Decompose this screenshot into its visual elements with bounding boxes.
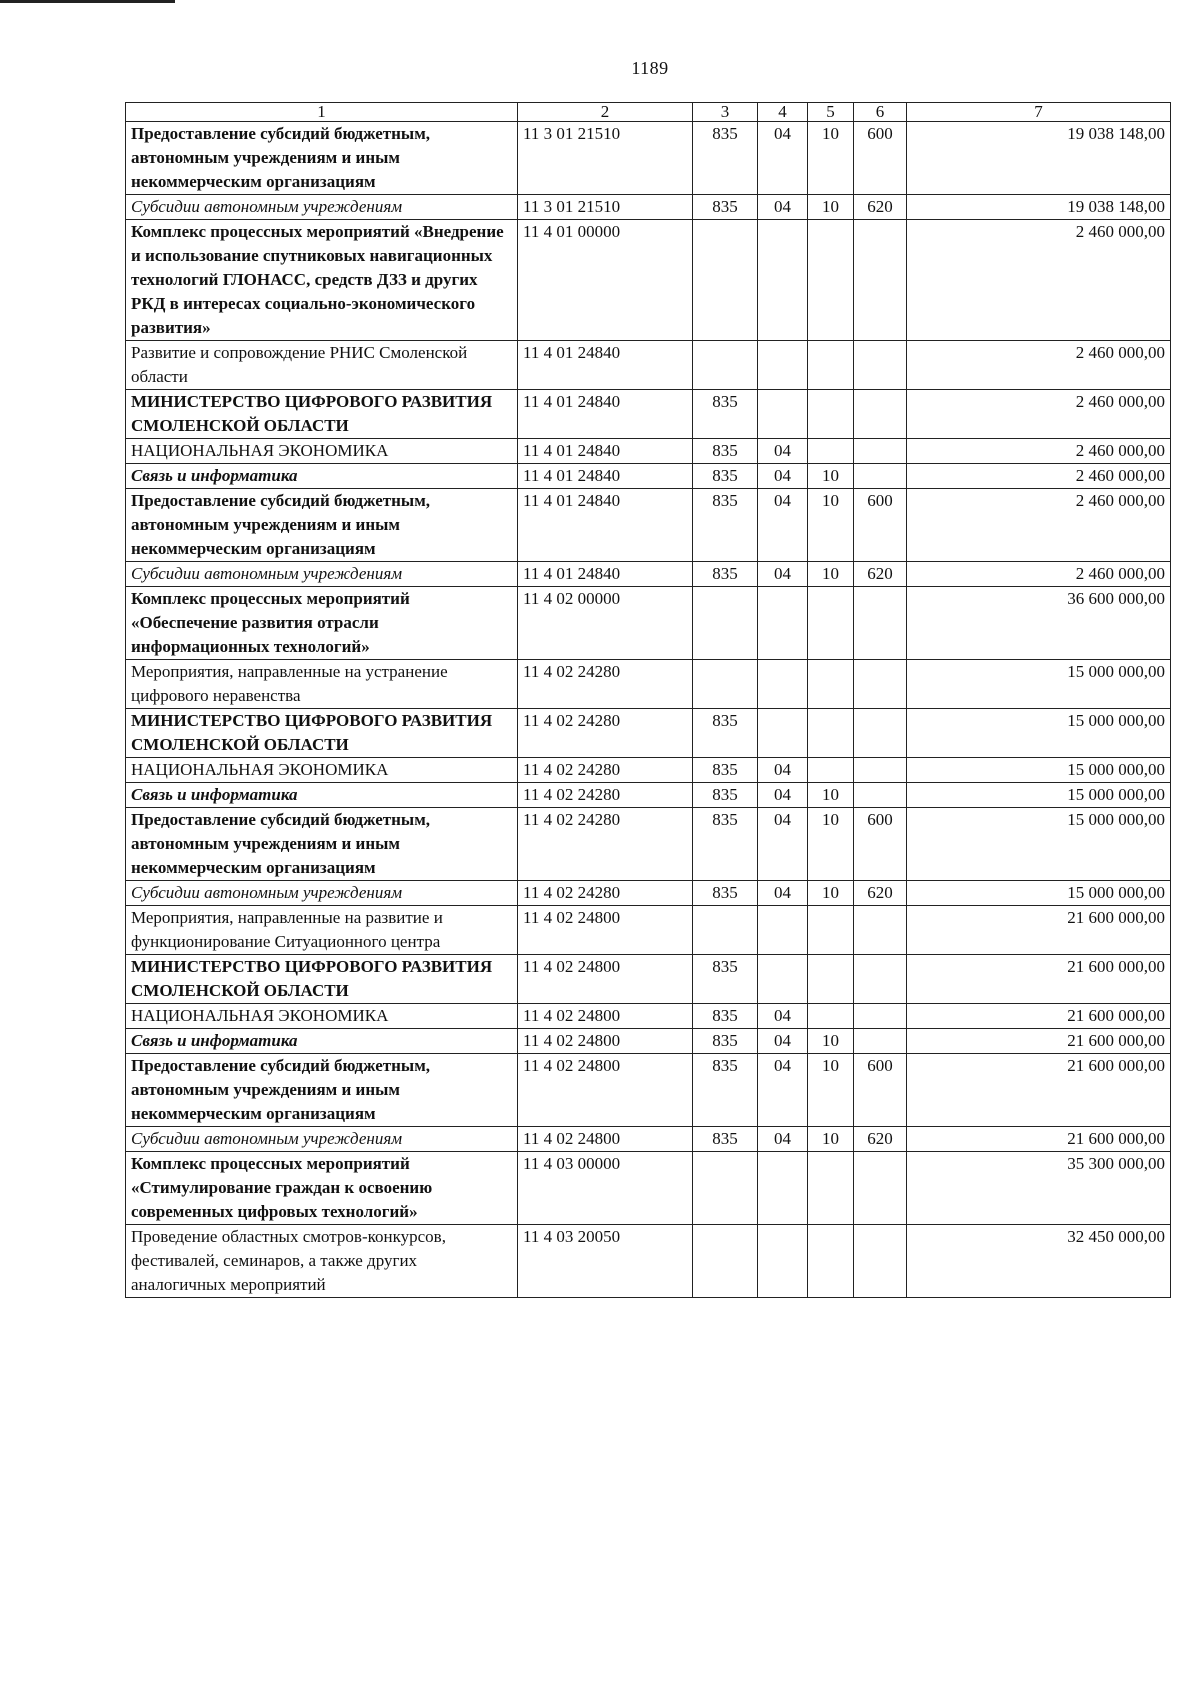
administrator-code: 835 [693, 122, 758, 195]
table-row [126, 660, 1171, 709]
administrator-code: 835 [693, 881, 758, 906]
subsection-code: 10 [808, 489, 854, 562]
administrator-code [693, 906, 758, 955]
expense-type-code [854, 1152, 907, 1225]
row-name: Комплекс процессных мероприятий «Обеспечение развития отрасли информационных технологий» [126, 587, 518, 660]
target-article-code: 11 4 02 00000 [518, 587, 693, 660]
subsection-code [808, 709, 854, 758]
expense-type-code: 620 [854, 195, 907, 220]
target-article-code: 11 4 01 00000 [518, 220, 693, 341]
administrator-code: 835 [693, 1127, 758, 1152]
row-name: Связь и информатика [126, 1029, 518, 1054]
amount: 19 038 148,00 [907, 122, 1171, 195]
administrator-code [693, 587, 758, 660]
section-code [758, 1225, 808, 1298]
subsection-code: 10 [808, 122, 854, 195]
table-row [126, 881, 1171, 906]
target-article-code: 11 4 02 24800 [518, 1127, 693, 1152]
expense-type-code [854, 1225, 907, 1298]
amount: 21 600 000,00 [907, 955, 1171, 1004]
expense-type-code [854, 390, 907, 439]
subsection-code [808, 758, 854, 783]
administrator-code: 835 [693, 783, 758, 808]
section-code [758, 955, 808, 1004]
administrator-code: 835 [693, 562, 758, 587]
section-code: 04 [758, 195, 808, 220]
administrator-code: 835 [693, 758, 758, 783]
expense-type-code [854, 341, 907, 390]
section-code: 04 [758, 808, 808, 881]
table-row [126, 709, 1171, 758]
amount: 2 460 000,00 [907, 220, 1171, 341]
section-code: 04 [758, 562, 808, 587]
row-name: Субсидии автономным учреждениям [126, 1127, 518, 1152]
header-cell: 2 [518, 103, 693, 122]
section-code [758, 341, 808, 390]
section-code [758, 587, 808, 660]
row-name: МИНИСТЕРСТВО ЦИФРОВОГО РАЗВИТИЯ СМОЛЕНСКОЙ ОБЛАСТИ [126, 390, 518, 439]
header-cell: 6 [854, 103, 907, 122]
table-row [126, 1054, 1171, 1127]
amount: 21 600 000,00 [907, 1029, 1171, 1054]
subsection-code [808, 1004, 854, 1029]
amount: 2 460 000,00 [907, 439, 1171, 464]
subsection-code: 10 [808, 808, 854, 881]
expense-type-code [854, 660, 907, 709]
section-code [758, 660, 808, 709]
expense-type-code [854, 220, 907, 341]
section-code: 04 [758, 464, 808, 489]
header-cell: 4 [758, 103, 808, 122]
administrator-code: 835 [693, 489, 758, 562]
row-name: Комплекс процессных мероприятий «Внедрение и использование спутниковых навигационных технологий ГЛОНАСС, средств ДЗЗ и других РКД в интересах социально-экономического развития» [126, 220, 518, 341]
row-name: Развитие и сопровождение РНИС Смоленской области [126, 341, 518, 390]
expense-type-code [854, 758, 907, 783]
section-code: 04 [758, 758, 808, 783]
row-name: Субсидии автономным учреждениям [126, 562, 518, 587]
administrator-code [693, 1152, 758, 1225]
target-article-code: 11 4 01 24840 [518, 439, 693, 464]
row-name: Мероприятия, направленные на устранение цифрового неравенства [126, 660, 518, 709]
expense-type-code [854, 1004, 907, 1029]
subsection-code: 10 [808, 195, 854, 220]
table-row [126, 341, 1171, 390]
target-article-code: 11 3 01 21510 [518, 122, 693, 195]
row-name: Предоставление субсидий бюджетным, автономным учреждениям и иным некоммерческим организациям [126, 808, 518, 881]
expense-type-code [854, 1029, 907, 1054]
amount: 32 450 000,00 [907, 1225, 1171, 1298]
expense-type-code [854, 709, 907, 758]
administrator-code [693, 1225, 758, 1298]
expense-type-code [854, 439, 907, 464]
row-name: Связь и информатика [126, 783, 518, 808]
amount: 15 000 000,00 [907, 783, 1171, 808]
subsection-code [808, 220, 854, 341]
target-article-code: 11 4 02 24800 [518, 955, 693, 1004]
target-article-code: 11 4 02 24280 [518, 660, 693, 709]
section-code [758, 1152, 808, 1225]
target-article-code: 11 4 02 24280 [518, 709, 693, 758]
subsection-code [808, 1225, 854, 1298]
subsection-code: 10 [808, 1127, 854, 1152]
row-name: МИНИСТЕРСТВО ЦИФРОВОГО РАЗВИТИЯ СМОЛЕНСКОЙ ОБЛАСТИ [126, 955, 518, 1004]
expense-type-code: 620 [854, 881, 907, 906]
row-name: Связь и информатика [126, 464, 518, 489]
table-row [126, 562, 1171, 587]
subsection-code: 10 [808, 562, 854, 587]
budget-table [125, 102, 1171, 1298]
expense-type-code: 620 [854, 562, 907, 587]
target-article-code: 11 4 02 24800 [518, 906, 693, 955]
section-code: 04 [758, 1004, 808, 1029]
amount: 2 460 000,00 [907, 341, 1171, 390]
subsection-code [808, 1152, 854, 1225]
expense-type-code: 620 [854, 1127, 907, 1152]
table-row [126, 489, 1171, 562]
target-article-code: 11 3 01 21510 [518, 195, 693, 220]
header-row [126, 103, 1171, 122]
amount: 15 000 000,00 [907, 758, 1171, 783]
subsection-code [808, 955, 854, 1004]
table-row [126, 1152, 1171, 1225]
amount: 21 600 000,00 [907, 1054, 1171, 1127]
expense-type-code [854, 783, 907, 808]
subsection-code: 10 [808, 1054, 854, 1127]
administrator-code: 835 [693, 808, 758, 881]
section-code [758, 906, 808, 955]
target-article-code: 11 4 01 24840 [518, 390, 693, 439]
table-row [126, 783, 1171, 808]
table-row [126, 220, 1171, 341]
section-code: 04 [758, 1127, 808, 1152]
expense-type-code: 600 [854, 808, 907, 881]
row-name: Мероприятия, направленные на развитие и функционирование Ситуационного центра [126, 906, 518, 955]
row-name: Субсидии автономным учреждениям [126, 881, 518, 906]
target-article-code: 11 4 01 24840 [518, 464, 693, 489]
subsection-code [808, 341, 854, 390]
table-row [126, 906, 1171, 955]
section-code: 04 [758, 1029, 808, 1054]
amount: 15 000 000,00 [907, 881, 1171, 906]
row-name: Субсидии автономным учреждениям [126, 195, 518, 220]
amount: 36 600 000,00 [907, 587, 1171, 660]
administrator-code [693, 660, 758, 709]
section-code: 04 [758, 783, 808, 808]
row-name: Предоставление субсидий бюджетным, автономным учреждениям и иным некоммерческим организациям [126, 489, 518, 562]
table-row [126, 195, 1171, 220]
expense-type-code [854, 464, 907, 489]
amount: 2 460 000,00 [907, 562, 1171, 587]
amount: 15 000 000,00 [907, 808, 1171, 881]
expense-type-code [854, 955, 907, 1004]
expense-type-code: 600 [854, 1054, 907, 1127]
row-name: НАЦИОНАЛЬНАЯ ЭКОНОМИКА [126, 758, 518, 783]
subsection-code [808, 439, 854, 464]
table-row [126, 439, 1171, 464]
administrator-code: 835 [693, 1029, 758, 1054]
target-article-code: 11 4 03 20050 [518, 1225, 693, 1298]
row-name: Комплекс процессных мероприятий «Стимулирование граждан к освоению современных цифровых технологий» [126, 1152, 518, 1225]
section-code [758, 709, 808, 758]
header-cell: 7 [907, 103, 1171, 122]
amount: 15 000 000,00 [907, 709, 1171, 758]
subsection-code: 10 [808, 1029, 854, 1054]
amount: 21 600 000,00 [907, 1004, 1171, 1029]
header-cell: 3 [693, 103, 758, 122]
amount: 2 460 000,00 [907, 390, 1171, 439]
table-body [126, 122, 1171, 1298]
table-row [126, 758, 1171, 783]
table-row [126, 464, 1171, 489]
table-row [126, 1004, 1171, 1029]
target-article-code: 11 4 02 24800 [518, 1004, 693, 1029]
target-article-code: 11 4 01 24840 [518, 489, 693, 562]
subsection-code: 10 [808, 783, 854, 808]
amount: 21 600 000,00 [907, 1127, 1171, 1152]
expense-type-code: 600 [854, 489, 907, 562]
subsection-code [808, 587, 854, 660]
target-article-code: 11 4 02 24280 [518, 783, 693, 808]
subsection-code: 10 [808, 464, 854, 489]
expense-type-code [854, 587, 907, 660]
target-article-code: 11 4 02 24280 [518, 881, 693, 906]
target-article-code: 11 4 02 24280 [518, 808, 693, 881]
administrator-code: 835 [693, 464, 758, 489]
administrator-code: 835 [693, 1054, 758, 1127]
administrator-code [693, 220, 758, 341]
section-code: 04 [758, 881, 808, 906]
expense-type-code: 600 [854, 122, 907, 195]
section-code: 04 [758, 439, 808, 464]
subsection-code [808, 390, 854, 439]
table-row [126, 122, 1171, 195]
section-code [758, 390, 808, 439]
amount: 19 038 148,00 [907, 195, 1171, 220]
section-code [758, 220, 808, 341]
target-article-code: 11 4 02 24280 [518, 758, 693, 783]
amount: 15 000 000,00 [907, 660, 1171, 709]
amount: 2 460 000,00 [907, 464, 1171, 489]
subsection-code: 10 [808, 881, 854, 906]
row-name: НАЦИОНАЛЬНАЯ ЭКОНОМИКА [126, 1004, 518, 1029]
administrator-code: 835 [693, 195, 758, 220]
subsection-code [808, 660, 854, 709]
page-number: 1189 [631, 58, 669, 78]
subsection-code [808, 906, 854, 955]
administrator-code: 835 [693, 1004, 758, 1029]
target-article-code: 11 4 01 24840 [518, 562, 693, 587]
administrator-code: 835 [693, 955, 758, 1004]
row-name: Предоставление субсидий бюджетным, автономным учреждениям и иным некоммерческим организациям [126, 122, 518, 195]
table-row [126, 390, 1171, 439]
section-code: 04 [758, 1054, 808, 1127]
target-article-code: 11 4 02 24800 [518, 1029, 693, 1054]
row-name: МИНИСТЕРСТВО ЦИФРОВОГО РАЗВИТИЯ СМОЛЕНСКОЙ ОБЛАСТИ [126, 709, 518, 758]
header-cell: 5 [808, 103, 854, 122]
administrator-code [693, 341, 758, 390]
target-article-code: 11 4 03 00000 [518, 1152, 693, 1225]
table-row [126, 1225, 1171, 1298]
table-row [126, 955, 1171, 1004]
section-code: 04 [758, 489, 808, 562]
target-article-code: 11 4 02 24800 [518, 1054, 693, 1127]
row-name: Проведение областных смотров-конкурсов, фестивалей, семинаров, а также других аналогичных мероприятий [126, 1225, 518, 1298]
table-row [126, 808, 1171, 881]
administrator-code: 835 [693, 390, 758, 439]
section-code: 04 [758, 122, 808, 195]
table-row [126, 1127, 1171, 1152]
header-cell: 1 [126, 103, 518, 122]
table-row [126, 587, 1171, 660]
amount: 21 600 000,00 [907, 906, 1171, 955]
administrator-code: 835 [693, 439, 758, 464]
amount: 35 300 000,00 [907, 1152, 1171, 1225]
row-name: НАЦИОНАЛЬНАЯ ЭКОНОМИКА [126, 439, 518, 464]
top-border-line [0, 0, 175, 3]
expense-type-code [854, 906, 907, 955]
row-name: Предоставление субсидий бюджетным, автономным учреждениям и иным некоммерческим организациям [126, 1054, 518, 1127]
amount: 2 460 000,00 [907, 489, 1171, 562]
table-row [126, 1029, 1171, 1054]
administrator-code: 835 [693, 709, 758, 758]
target-article-code: 11 4 01 24840 [518, 341, 693, 390]
